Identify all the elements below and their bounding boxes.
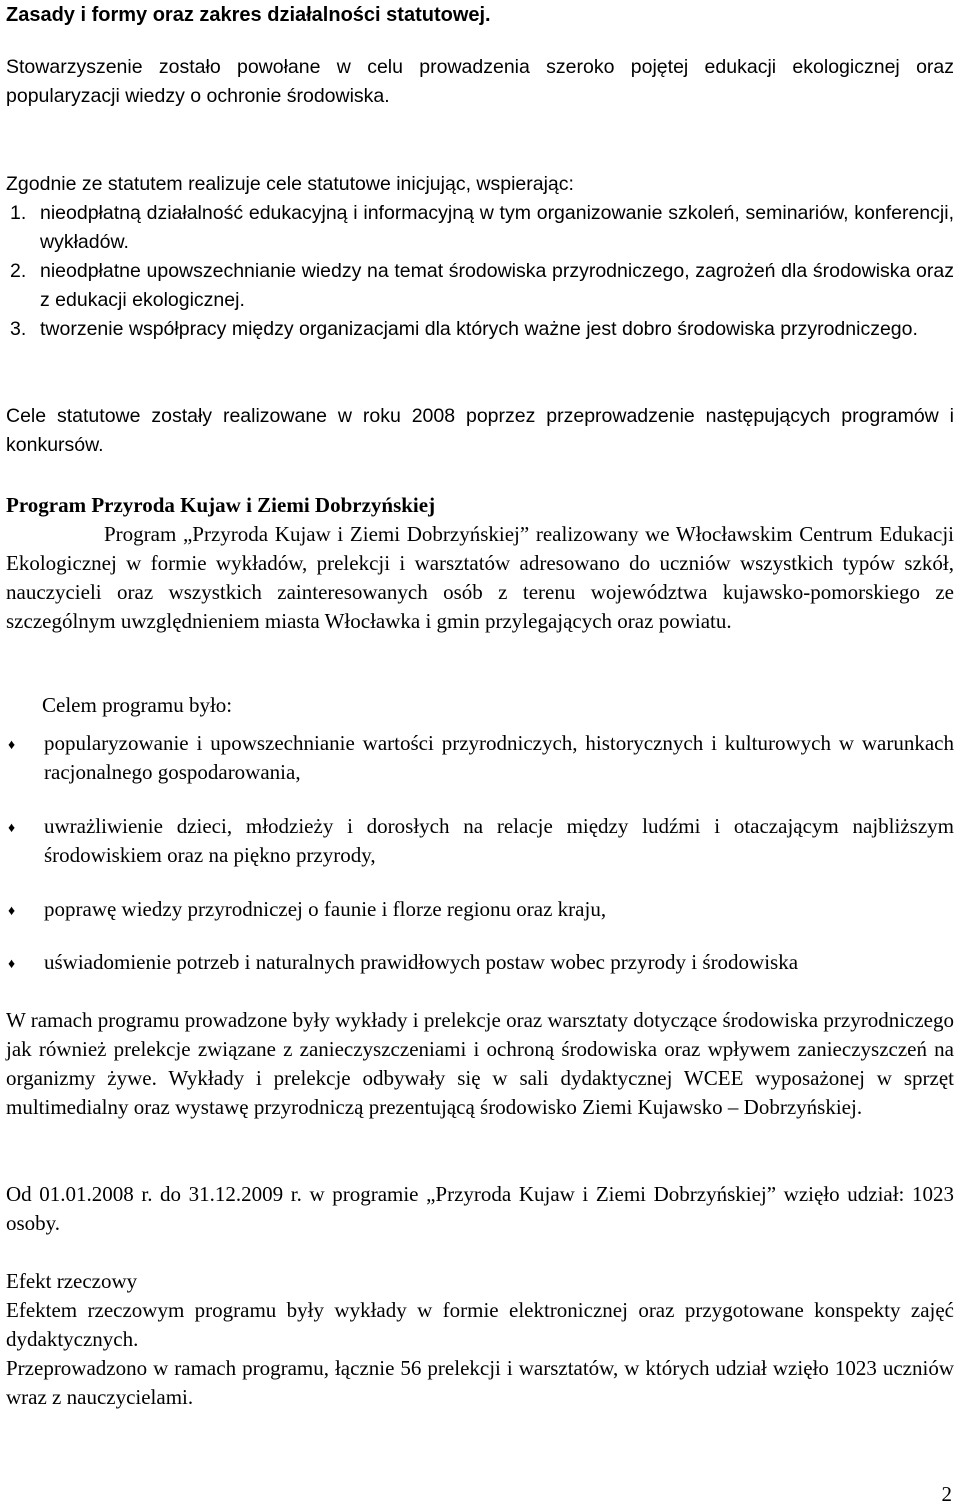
list-item-number: 3. [10,318,27,340]
list-item [6,257,954,315]
list-item [6,729,954,787]
participation-paragraph: Od 01.01.2008 r. do 31.12.2009 r. w programie „Przyroda Kujaw i Ziemi Dobrzyńskiej” wzięło udział: 1023 osoby. [6,1182,954,1235]
list-item [6,812,954,870]
effect-heading: Efekt rzeczowy [6,1269,138,1293]
effect-paragraph: Efektem rzeczowym programu były wykłady w formie elektronicznej oraz przygotowane konspekty zajęć dydaktycznych. [6,1298,954,1351]
program-heading: Program Przyroda Kujaw i Ziemi Dobrzyńskiej [6,493,436,517]
list-item-text: nieodpłatną działalność edukacyjną i informacyjną w tym organizowanie szkoleń, seminariów, konferencji, wykładów. [40,202,954,253]
aim-lead: Celem programu było: [42,693,233,717]
page-title: Zasady i formy oraz zakres działalności statutowej. [6,4,491,26]
page-number: 2 [941,1482,952,1506]
list-item [6,199,954,257]
list-item-number: 1. [10,202,27,224]
list-item [6,315,954,344]
list-item-text: uwrażliwienie dzieci, młodzieży i dorosłych na relacje między ludźmi i otaczającym najbliższym środowiskiem oraz na piękno przyrody, [44,814,954,867]
program-description: Program „Przyroda Kujaw i Ziemi Dobrzyńskiej” realizowany we Włocławskim Centrum Edukacji Ekologicznej w formie wykładów, prelekcji i warsztatów adresowano do uczniów wszystkich typów szkół, nauczycieli oraz wszystkich zainteresowanych osób z terenu województwa kujawsko-pomorskiego ze szczególnym uwzględnieniem miasta Włocławka i gmin przylegających oraz powiatu. [6,522,954,633]
diamond-bullet-icon: ♦ [8,957,16,972]
realization-paragraph: Cele statutowe zostały realizowane w roku 2008 poprzez przeprowadzenie następujących programów i konkursów. [6,405,954,456]
list-item-text: popularyzowanie i upowszechnianie wartości przyrodniczych, historycznych i kulturowych w warunkach racjonalnego gospodarowania, [44,731,954,784]
summary-paragraph: Przeprowadzono w ramach programu, łącznie 56 prelekcji i warsztatów, w których udział wzięło 1023 uczniów wraz z nauczycielami. [6,1356,954,1409]
diamond-bullet-icon: ♦ [8,738,16,753]
diamond-bullet-icon: ♦ [8,904,16,919]
list-item-text: poprawę wiedzy przyrodniczej o faunie i florze regionu oraz kraju, [44,897,607,921]
intro-paragraph: Stowarzyszenie zostało powołane w celu prowadzenia szeroko pojętej edukacji ekologicznej oraz popularyzacji wiedzy o ochronie środowiska. [6,56,954,107]
goals-lead: Zgodnie ze statutem realizuje cele statutowe inicjując, wspierając: [6,173,574,195]
list-item [6,948,954,979]
diamond-bullet-icon: ♦ [8,821,16,836]
lectures-paragraph: W ramach programu prowadzone były wykłady i prelekcje oraz warsztaty dotyczące środowiska przyrodniczego jak również prelekcje związane z zanieczyszczeniami i ochroną środowiska oraz wpływem zanieczyszczeń na organizmy żywe. Wykłady i prelekcje odbywały się w sali dydaktycznej WCEE wyposażonej w sprzęt multimedialny oraz wystawę przyrodniczą prezentującą środowisko Ziemi Kujawsko – Dobrzyńskiej. [6,1008,954,1119]
list-item [6,895,954,926]
goals-list [6,199,954,344]
list-item-text: tworzenie współpracy między organizacjami dla których ważne jest dobro środowiska przyrodniczego. [40,318,918,340]
list-item-text: nieodpłatne upowszechnianie wiedzy na temat środowiska przyrodniczego, zagrożeń dla środowiska oraz z edukacji ekologicznej. [40,260,954,311]
list-item-text: uświadomienie potrzeb i naturalnych prawidłowych postaw wobec przyrody i środowiska [44,950,799,974]
list-item-number: 2. [10,260,27,282]
